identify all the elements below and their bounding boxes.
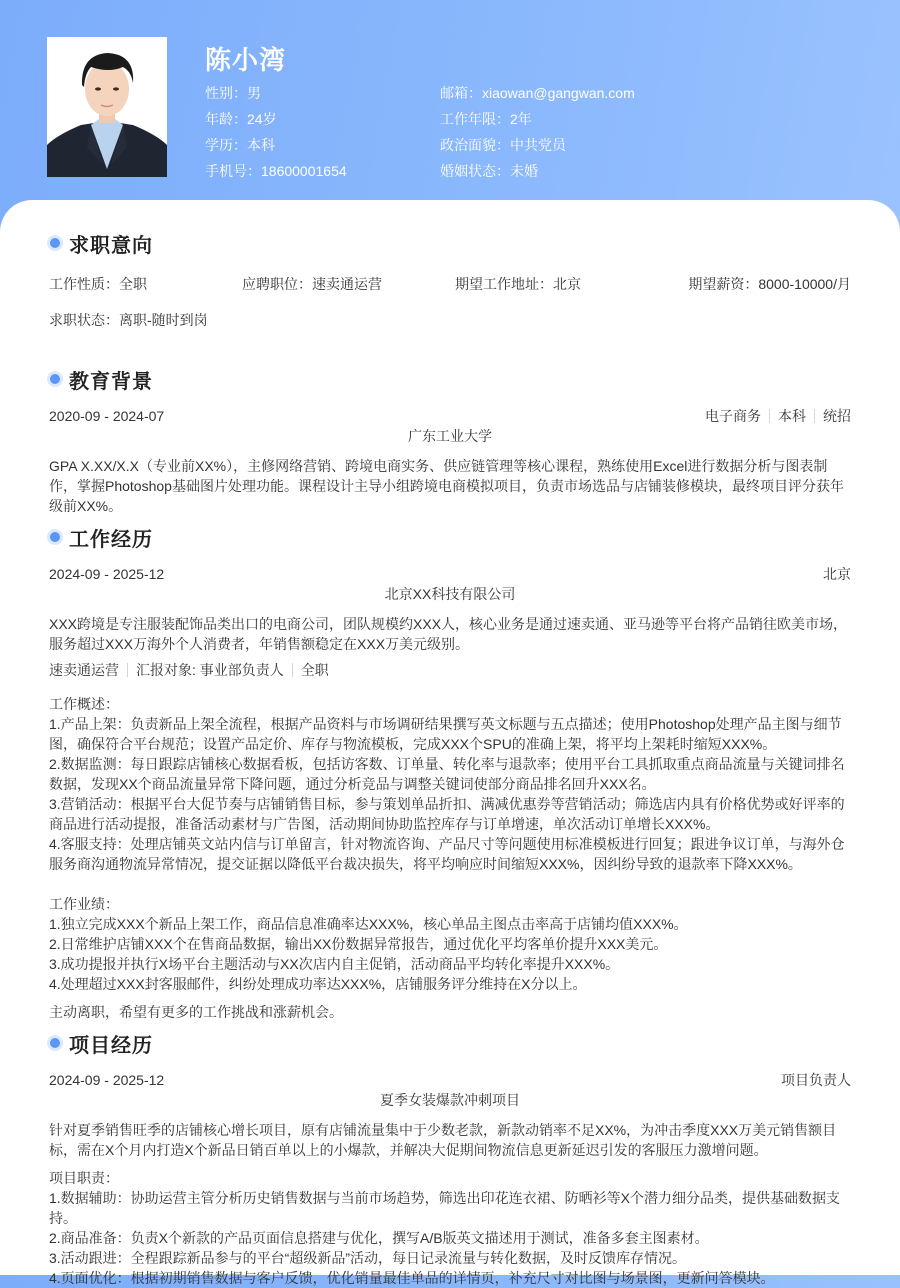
section-title [49,522,851,552]
salary-label: 期望薪资： [688,276,759,292]
project-duties [49,1168,851,1288]
age-label: 年龄： [205,111,247,127]
phone-value: 18600001654 [261,163,347,179]
report-to: 汇报对象: 事业部负责人 [136,662,284,678]
company-description: XXX跨境是专注服装配饰品类出口的电商公司，团队规模约XXX人，核心业务是通过速卖通、亚马逊等平台将产品销往欧美市场，服务超过XXX万海外个人消费者，年销售额稳定在XXX万美元级别。 [49,616,848,652]
achievement-item: 2.日常维护店铺XXX个在售商品数据，输出XX份数据异常报告，通过优化平均客单价提升XXX美元。 [49,936,668,952]
duty-item: 1.数据辅助：协助运营主管分析历史销售数据与当前市场趋势，筛选出印花连衣裙、防晒衫等X个潜力细分品类，提供基础数据支持。 [49,1190,841,1226]
experience-years-label: 工作年限： [440,111,510,127]
gender-label: 性别： [205,85,247,101]
intent-row [49,274,851,294]
work-type-value: 全职 [119,276,147,292]
school-name: 广东工业大学 [408,428,492,444]
major: 电子商务 [705,408,761,424]
resume-body [0,200,900,1286]
divider [127,663,128,677]
marital-status-row [440,160,635,186]
education-tags [705,406,851,426]
overview-title: 工作概述： [49,696,119,712]
education-period: 2020-09 - 2024-07 [49,408,165,424]
bullet-dot-icon [50,532,60,542]
section-project-experience [49,1028,851,1288]
education-header-row [49,406,851,446]
experience-years-value: 2年 [510,111,532,127]
location-value: 北京 [553,276,581,292]
salary [675,274,851,294]
leave-reason: 主动离职，希望有更多的工作挑战和涨薪机会。 [49,1004,343,1020]
section-job-intent [49,228,851,330]
email-row [440,82,635,108]
degree: 本科 [778,408,806,424]
work-header-row [49,564,851,604]
achievement-item: 3.成功提报并执行X场平台主题活动与XX次店内自主促销，活动商品平均转化率提升XXX%。 [49,956,620,972]
overview-item: 3.营销活动：根据平台大促节奏与店铺销售目标，参与策划单品折扣、满减优惠券等营销活动；筛选店内具有价格优势或好评率的商品进行活动提报，准备活动素材与广告图，活动期间协助监控库存与订单增速，单次活动订单增长XXX%。 [49,796,845,832]
section-heading: 工作经历 [69,528,153,551]
divider [814,409,815,423]
location-label: 期望工作地址： [455,276,553,292]
project-header-row [49,1070,851,1110]
section-title [49,1028,851,1058]
political-status-label: 政治面貌： [440,137,510,153]
experience-years-row [440,108,635,134]
work-period: 2024-09 - 2025-12 [49,566,165,582]
section-education [49,364,851,516]
project-name: 夏季女装爆款冲刺项目 [380,1092,520,1108]
job-status [49,310,851,330]
degree-value: 本科 [247,137,275,153]
profile-photo [47,37,167,177]
project-description: 针对夏季销售旺季的店铺核心增长项目，原有店铺流量集中于少数老款，新款动销率不足XX%，为冲击季度XXX万美元销售额目标，需在X个月内打造X个新品日销百单以上的小爆款，并解决大促期间物流信息更新延迟引发的客服压力激增问题。 [49,1122,837,1158]
political-status-row [440,134,635,160]
employment-type: 全职 [300,662,329,678]
duty-item: 2.商品准备：负责X个新款的产品页面信息搭建与优化，撰写A/B版英文描述用于测试，准备多套主图素材。 [49,1230,709,1246]
email-label: 邮箱： [440,85,482,101]
marital-status-value: 未婚 [510,163,538,179]
section-title [49,228,851,258]
basic-info-left [205,82,347,186]
age-row [205,108,347,134]
section-heading: 项目经历 [69,1034,153,1057]
divider [769,409,770,423]
work-tags [49,660,851,680]
overview-item: 1.产品上架：负责新品上架全流程，根据产品资料与市场调研结果撰写英文标题与五点描述；使用Photoshop处理产品主图与细节图，确保符合平台规范；设置产品定价、库存与物流模板，完成XXX个SPU的准确上架，将平均上架耗时缩短XXX%。 [49,716,842,752]
work-type-label: 工作性质： [49,276,119,292]
position-value: 速卖通运营 [312,276,382,292]
education-description: GPA X.XX/X.X（专业前XX%），主修网络营销、跨境电商实务、供应链管理等核心课程，熟练使用Excel进行数据分析与图表制作，掌握Photoshop基础图片处理功能。课程设计主导小组跨境电商模拟项目，负责市场选品与店铺装修模块，最终项目评分获年级前XX%。 [49,458,844,514]
section-title [49,364,851,394]
gender-row [205,82,347,108]
duty-item: 4.页面优化：根据初期销售数据与客户反馈，优化销量最佳单品的详情页，补充尺寸对比图与场景图，更新问答模块。 [49,1270,775,1286]
candidate-name: 陈小湾 [205,45,287,75]
basic-info-right [440,82,635,186]
job-title: 速卖通运营 [49,662,119,678]
degree-row [205,134,347,160]
enrollment-type: 统招 [823,408,851,424]
position [242,274,455,294]
degree-label: 学历： [205,137,247,153]
company-name: 北京XX科技有限公司 [384,586,516,602]
gender-value: 男 [247,85,261,101]
section-heading: 求职意向 [69,234,153,257]
political-status-value: 中共党员 [510,137,566,153]
bullet-dot-icon [50,238,60,248]
work-city: 北京 [823,566,851,582]
work-type [49,274,242,294]
project-role: 项目负责人 [781,1072,851,1088]
duties-title: 项目职责： [49,1170,119,1186]
duty-item: 3.活动跟进：全程跟踪新品参与的平台“超级新品”活动，每日记录流量与转化数据，及时反馈库存情况。 [49,1250,686,1266]
overview-item: 2.数据监测：每日跟踪店铺核心数据看板，包括访客数、订单量、转化率与退款率；使用平台工具抓取重点商品流量与关键词排名数据，发现XX个商品流量异常下降问题，通过分析竞品与调整关键词使部分商品排名回升XXX名。 [49,756,845,792]
position-label: 应聘职位： [242,276,312,292]
job-status-label: 求职状态： [49,312,119,328]
divider [292,663,293,677]
bullet-dot-icon [50,1038,60,1048]
achievement-item: 1.独立完成XXX个新品上架工作，商品信息准确率达XXX%，核心单品主图点击率高于店铺均值XXX%。 [49,916,688,932]
project-period: 2024-09 - 2025-12 [49,1072,165,1088]
section-work-experience [49,522,851,1022]
bullet-dot-icon [50,374,60,384]
overview-item: 4.客服支持：处理店铺英文站内信与订单留言，针对物流咨询、产品尺寸等问题使用标准模板进行回复；跟进争议订单，与海外仓服务商沟通物流异常情况，提交证据以降低平台裁决损失，将平均响应时间缩短XXX%，因纠纷导致的退款率下降XXX%。 [49,836,845,872]
salary-value: 8000-10000/月 [758,276,851,292]
email-value: xiaowan@gangwan.com [482,85,635,101]
achievements-title: 工作业绩： [49,896,119,912]
work-achievements [49,894,851,994]
marital-status-label: 婚姻状态： [440,163,510,179]
work-overview [49,694,851,874]
phone-label: 手机号： [205,163,261,179]
section-heading: 教育背景 [69,370,153,393]
phone-row [205,160,347,186]
age-value: 24岁 [247,111,277,127]
resume-header [0,0,900,215]
job-status-value: 离职-随时到岗 [119,312,208,328]
location [455,274,675,294]
achievement-item: 4.处理超过XXX封客服邮件，纠纷处理成功率达XXX%，店铺服务评分维持在X分以上。 [49,976,587,992]
